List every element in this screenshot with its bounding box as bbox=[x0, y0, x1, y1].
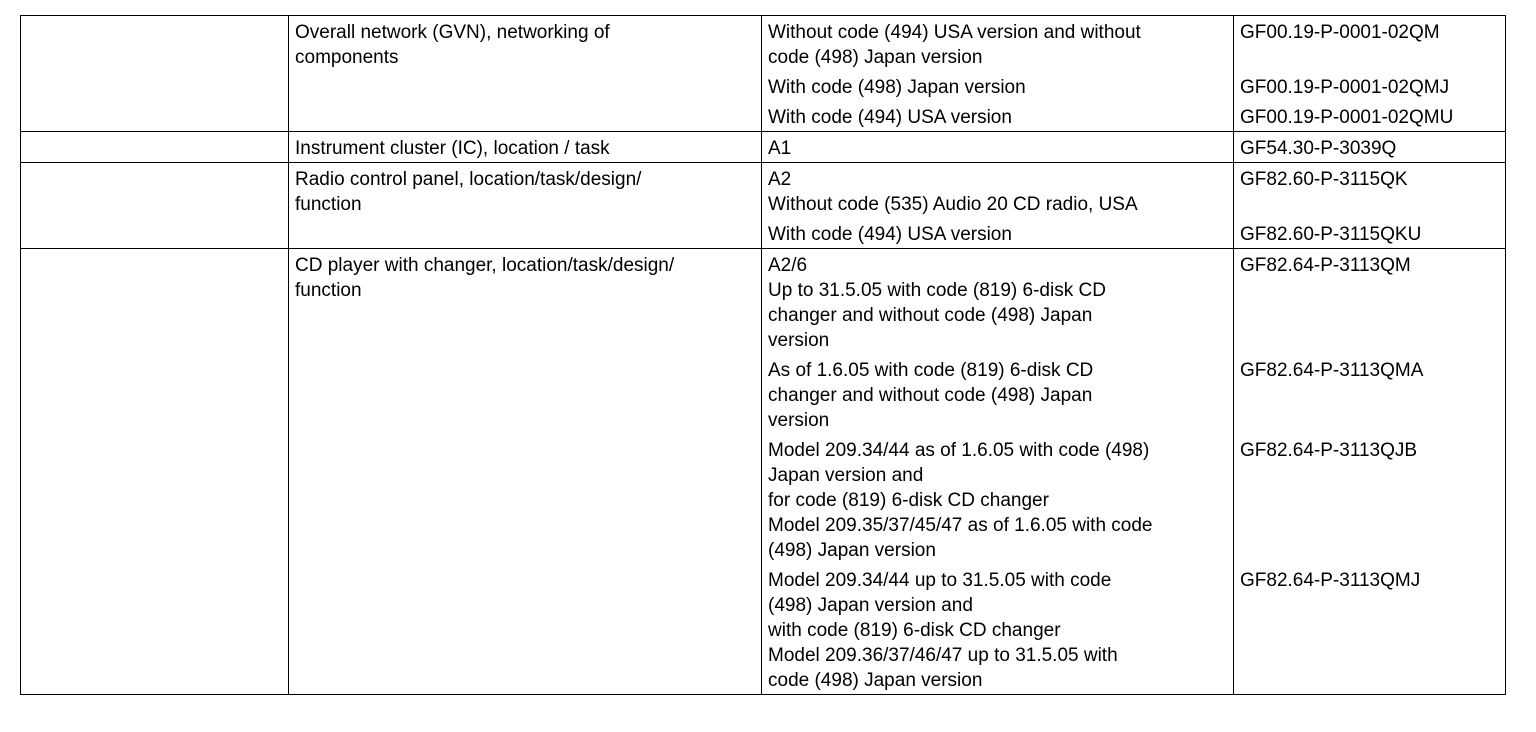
document-number-cell: GF82.60-P-3115QKU bbox=[1234, 218, 1506, 249]
component-cell: Overall network (GVN), networking of components bbox=[289, 16, 762, 132]
blank-cell bbox=[21, 163, 289, 249]
blank-cell bbox=[21, 132, 289, 163]
condition-cell: As of 1.6.05 with code (819) 6-disk CD changer and without code (498) Japan version bbox=[762, 354, 1234, 434]
table-row bbox=[21, 249, 1506, 355]
component-cell: Instrument cluster (IC), location / task bbox=[289, 132, 762, 163]
condition-cell: A2 Without code (535) Audio 20 CD radio, USA bbox=[762, 163, 1234, 219]
condition-cell: With code (494) USA version bbox=[762, 218, 1234, 249]
component-cell: CD player with changer, location/task/design/ function bbox=[289, 249, 762, 695]
document-number-cell: GF82.64-P-3113QJB bbox=[1234, 434, 1506, 564]
document-number-cell: GF82.60-P-3115QK bbox=[1234, 163, 1506, 219]
blank-cell bbox=[21, 249, 289, 695]
condition-cell: Without code (494) USA version and without code (498) Japan version bbox=[762, 16, 1234, 72]
document-number-cell: GF82.64-P-3113QMA bbox=[1234, 354, 1506, 434]
condition-cell: Model 209.34/44 up to 31.5.05 with code (498) Japan version and with code (819) 6-disk CD changer Model 209.36/37/46/47 up to 31.5.05 with code (498) Japan version bbox=[762, 564, 1234, 695]
document-number-cell: GF00.19-P-0001-02QMJ bbox=[1234, 71, 1506, 101]
condition-cell: With code (498) Japan version bbox=[762, 71, 1234, 101]
condition-cell: With code (494) USA version bbox=[762, 101, 1234, 132]
document-number-cell: GF54.30-P-3039Q bbox=[1234, 132, 1506, 163]
table-row bbox=[21, 16, 1506, 72]
table-row bbox=[21, 132, 1506, 163]
document-number-cell: GF82.64-P-3113QMJ bbox=[1234, 564, 1506, 695]
condition-cell: A2/6 Up to 31.5.05 with code (819) 6-disk CD changer and without code (498) Japan version bbox=[762, 249, 1234, 355]
condition-cell: Model 209.34/44 as of 1.6.05 with code (498) Japan version and for code (819) 6-disk CD changer Model 209.35/37/45/47 as of 1.6.05 with code (498) Japan version bbox=[762, 434, 1234, 564]
document-table bbox=[20, 15, 1506, 695]
condition-cell: A1 bbox=[762, 132, 1234, 163]
blank-cell bbox=[21, 16, 289, 132]
table-row bbox=[21, 163, 1506, 219]
document-number-cell: GF00.19-P-0001-02QM bbox=[1234, 16, 1506, 72]
document-number-cell: GF00.19-P-0001-02QMU bbox=[1234, 101, 1506, 132]
component-cell: Radio control panel, location/task/design/ function bbox=[289, 163, 762, 249]
document-number-cell: GF82.64-P-3113QM bbox=[1234, 249, 1506, 355]
